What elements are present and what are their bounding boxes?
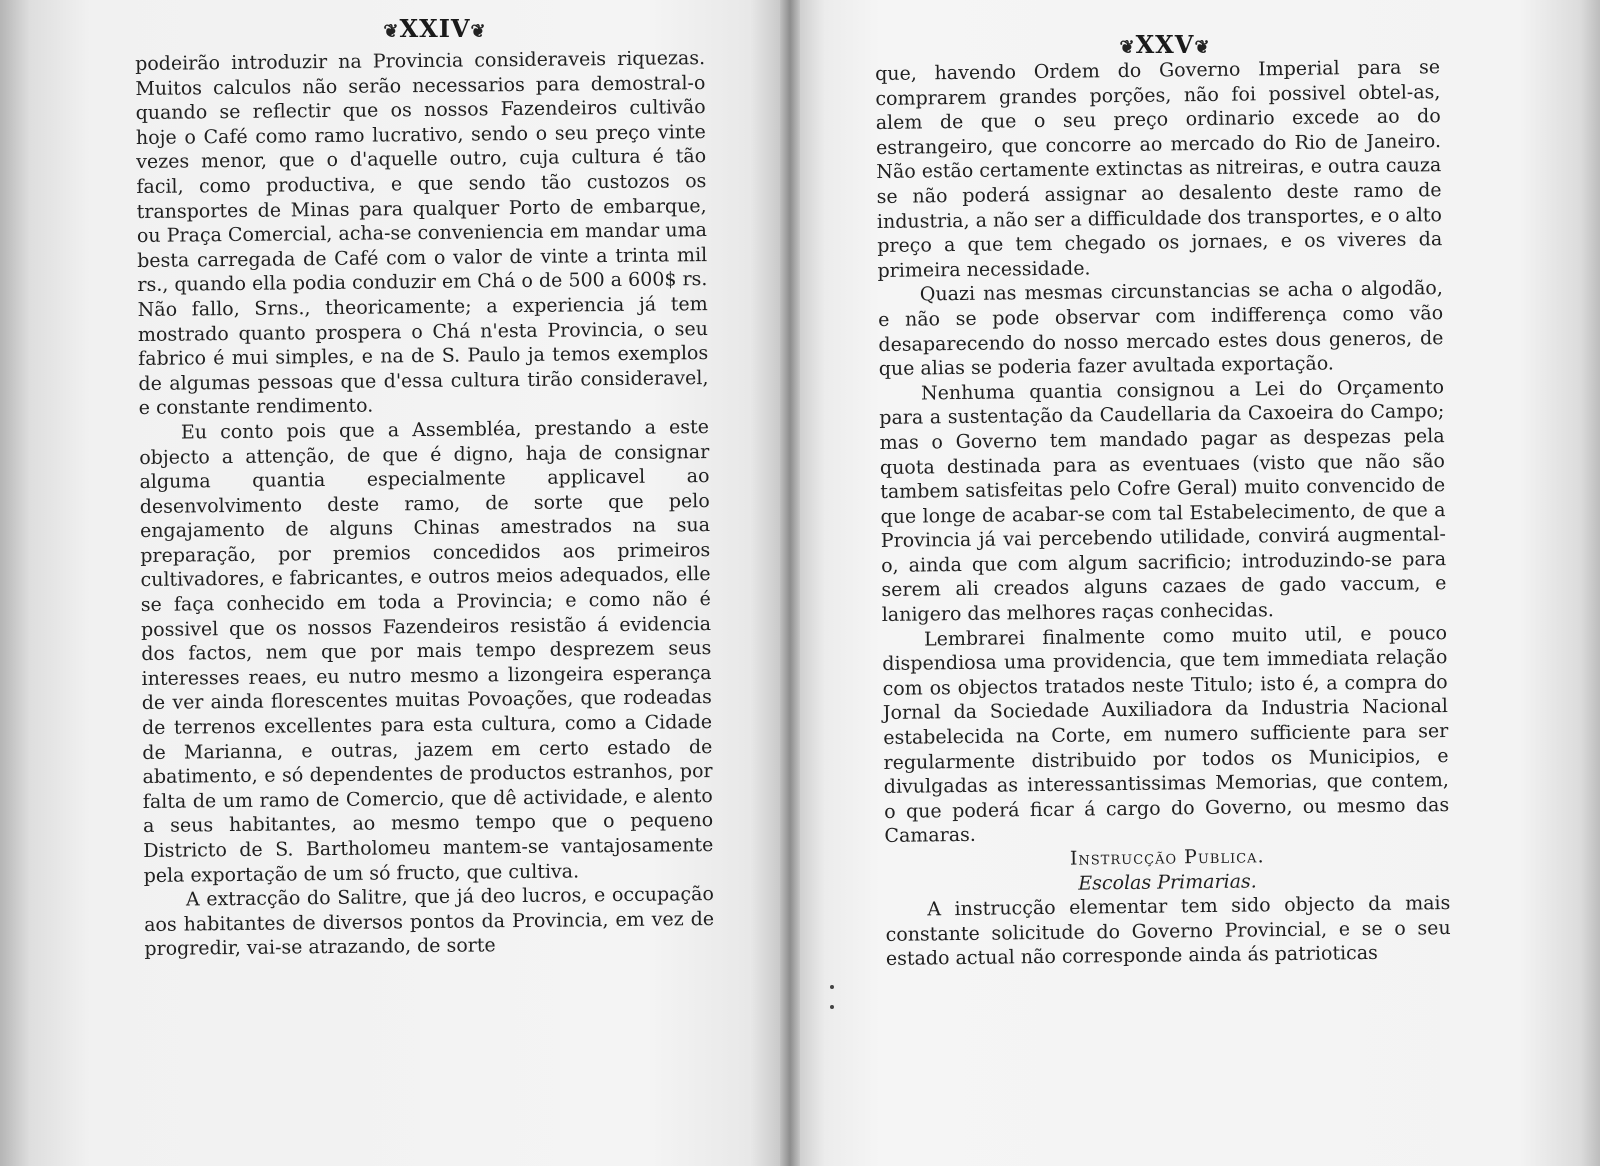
- right-page: [800, 0, 1600, 1166]
- paragraph: podeirão introduzir na Provincia consideraveis riquezas. Muitos calculos não serão necessarios para demostral-o quando se reflectir que os nossos Fazendeiros cultivão hoje o Café como ramo lucrativo, sendo o seu preço vinte vezes menor, que o d'aquelle outro, cuja cultura é tão facil, como productiva, e que sendo tão custozos os transportes de Minas para qualquer Porto de embarque, ou Praça Comercial, acha-se conveniencia em mandar uma besta carregada de Café com o valor de vinte a trinta mil rs., quando ella podia conduzir em Chá o de 500 a 600$ rs. Não fallo, Srns., theoricamente; a experiencia já tem mostrado quanto prospera o Chá n'esta Provincia, o seu fabrico é mui simples, e na de S. Paulo ja temos exemplos de algumas pessoas que d'essa cultura tirão consideravel, e constante rendimento.: [135, 47, 709, 420]
- paragraph: A extracção do Salitre, que já deo lucros, e occupação aos habitantes de diversos pontos da Provincia, em vez de progredir, vai-se atrazando, de sorte: [144, 883, 715, 961]
- right-page-header: [1090, 30, 1240, 59]
- paragraph: Eu conto pois que a Assembléa, prestando a este objecto a attenção, de que é digno, haja de consignar alguma quantia especialmente applicavel ao desenvolvimento deste ramo, de sorte que pelo engajamento de alguns Chinas amestrados na sua preparação, por premios concedidos aos primeiros cultivadores, e fabricantes, e outros meios adequados, elle se faça conhecido em toda a Provincia; e como não é possivel que os nossos Fazendeiros resistão á evidencia dos factos, nem que por mais tempo desprezem seus interesses reaes, eu nutro mesmo a lizongeira esperança de ver ainda florescentes muitas Povoações, que rodeadas de terrenos excellentes para esta cultura, como a Cidade de Marianna, e outras, jazem em certo estado de abatimento, e só dependentes de productos estranhos, por falta de um ramo de Comercio, que dê actividade, e alento a seus habitantes, ao mesmo tempo que o pequeno Districto de S. Bartholomeu mantem-se vantajosamente pela exportação de um só fructo, que cultiva.: [139, 415, 714, 887]
- paragraph: Lembrarei finalmente como muito util, e pouco dispendiosa uma providencia, que tem immediata relação com os objectos tratados neste Titulo; isto é, a compra do Jornal da Sociedade Auxiliadora da Industria Nacional estabelecida na Corte, em numero sufficiente para ser regularmente distribuido por todos os Municipios, e divulgadas as interessantissimas Memorias, que contem, o que poderá ficar á cargo do Governo, ou mesmo das Camaras.: [882, 621, 1450, 848]
- section-subtitle: Escolas Primarias.: [1078, 869, 1257, 895]
- right-page-number: XXV: [1135, 30, 1195, 59]
- left-page-number: XXIV: [399, 14, 471, 43]
- ornament-left-icon: ❦: [1119, 37, 1136, 58]
- right-page-body: [875, 55, 1451, 972]
- paragraph: Nenhuma quantia consignou a Lei do Orçamento para a sustentação da Caudellaria da Caxoeira do Campo; mas o Governo tem mandado pagar as despezas pela quota destinada para as eventuaes (visto que não são tambem satisfeitas pelo Cofre Geral) muito convencido de que longe de acabar-se com tal Estabelecimento, de que a Provincia já vai percebendo utilidade, convirá augmental-o, ainda que com algum sacrificio; introduzindo-se para serem ali creados alguns cazaes de gado vaccum, e lanigero das melhores raças conhecidas.: [879, 375, 1447, 627]
- ink-speck: [830, 985, 834, 989]
- book-gutter: [780, 0, 800, 1166]
- ink-speck: [830, 1005, 834, 1009]
- section-title: Instrucção Publica.: [1069, 845, 1265, 870]
- ornament-left-icon: ❦: [383, 21, 400, 42]
- paragraph: A instrucção elementar tem sido objecto da mais constante solicitude do Governo Provincial, e se o seu estado actual não corresponde ainda ás patrioticas: [885, 892, 1451, 971]
- left-page: [0, 0, 780, 1166]
- left-page-body: [135, 46, 714, 962]
- ornament-right-icon: ❦: [470, 21, 487, 42]
- paragraph: que, havendo Ordem do Governo Imperial para se comprarem grandes porções, não foi possivel obtel-as, alem de que o seu preço ordinario excede ao do estrangeiro, que concorre ao mercado do Rio de Janeiro. Não estão certamente extinctas as nitreiras, e outra cauza se não poderá assignar ao desalento deste ramo de industria, a não ser a difficuldade dos transportes, e o alto preço a que tem chegado os jornaes, e os viveres da primeira necessidade.: [875, 56, 1443, 282]
- left-page-header: [360, 14, 510, 43]
- ornament-right-icon: ❦: [1194, 37, 1211, 58]
- paragraph: Quazi nas mesmas circunstancias se acha o algodão, e não se pode observar com indifferença como vão desaparecendo do nosso mercado estes dous generos, de que alias se poderia fazer avultada exportação.: [878, 277, 1444, 381]
